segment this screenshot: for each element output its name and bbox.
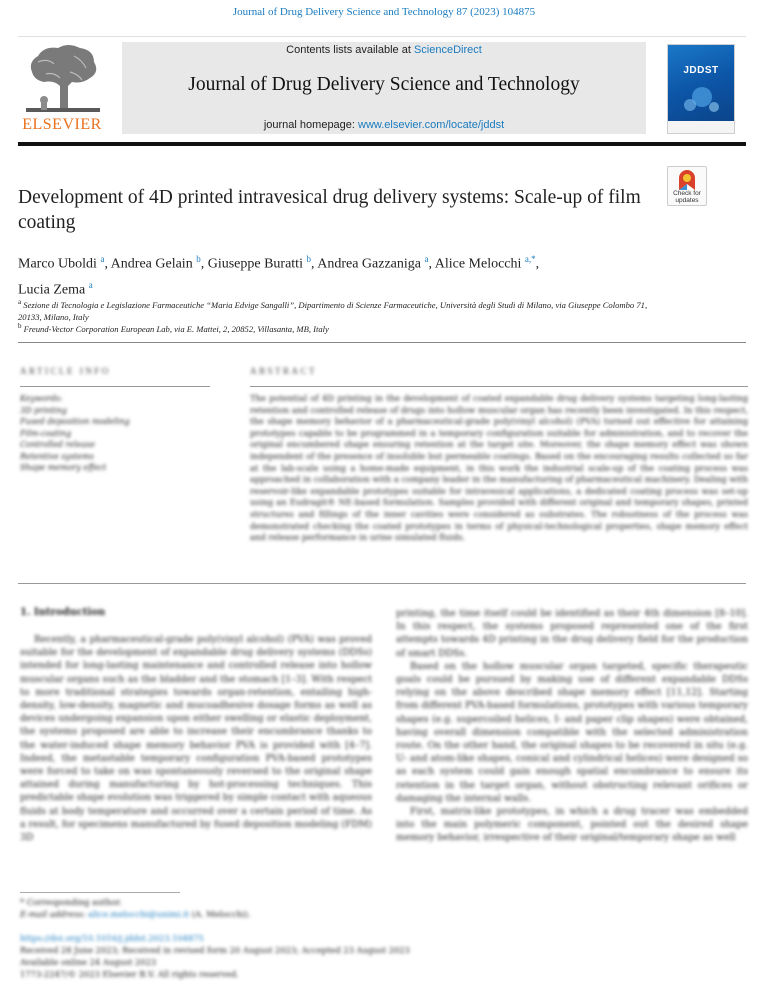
abstract-end-divider [18, 583, 746, 584]
author-affiliation-mark[interactable]: a [424, 254, 429, 264]
author-name[interactable]: Giuseppe Buratti [207, 256, 303, 272]
footnotes [20, 896, 440, 920]
section-heading-introduction: 1. Introduction [20, 607, 106, 618]
keyword: Fused deposition modeling [20, 417, 130, 426]
email-suffix: (A. Melocchi). [189, 909, 251, 919]
check-for-updates-badge[interactable] [667, 166, 707, 206]
affiliation-text: Sezione di Tecnologia e Legislazione Farmaceutiche “Maria Edvige Sangalli”, Dipartimento di Scienze Farmaceutiche, Università degli Studi di Milano, via Giuseppe Colombo 71, 20133, Milano, Italy [18, 299, 648, 322]
article-info-heading: ARTICLE INFO [20, 366, 111, 376]
author-affiliation-mark[interactable]: b [196, 254, 201, 264]
article-info-rule [20, 386, 210, 387]
body-column-right [396, 607, 748, 845]
homepage-prefix: journal homepage: [263, 119, 359, 131]
abstract-text: The potential of 4D printing in the development of coated expandable drug delivery systems targeting long-lasting retention and controlled release of drugs into hollow muscular organ has recently been investigated. In this respect, the shape memory behavior of a pharmaceutical-grade poly(vinyl alcohol) (PVA) turned out effective for attaining prototypes capable to be programmed in a temporary configuration suitable for administration, and to recover the original encumbered shape ensuring retention at the target site. Moreover, the shape memory effect was shown independent of the presence of insoluble but permeable coatings. Based on the encouraging results collected so far at the lab-scale using a home-made equipment, in this work the industrial scale-up of the coating process was approached in collaboration with a company leader in the manufacturing of pharmaceutical machinery. Dealing with reservoir-like expandable prototypes suitable for intravesical applications, a dedicated coating process was set-up using an Eudragit® NE-based formulation. Samples provided with different original and temporary shapes, printed structures and fillings of the inner cavities were considered as substrates. The robustness of the process was demonstrated checking the coated prototypes in terms of physical-technological properties, shape memory effect and release performance in urine simulated fluids. [250, 393, 748, 543]
publication-info [20, 932, 500, 980]
keyword: Shape memory effect [20, 463, 107, 472]
email-label: E-mail address: [20, 909, 89, 919]
body-paragraph: Based on the hollow muscular organ targeted, specific therapeutic goals could be pursued by making use of different expandable DDSs relying on the above described shape memory effect [11,12]. Starting from different PVA-based formulations, prototypes with various temporary shapes (e.g. supercoiled helices, I- and paper clip shapes) were obtained, having overall dimension compatible with the selected administration route. On the other hand, the original shapes to be recovered in situ (e.g. U- and atom-like shapes, conical and cylindrical helices) were designed so as each system could gain enough spatial encumbrance to ensure its retention in the target organ, without obstructing relevant orifices or damaging the internal walls. [396, 660, 748, 804]
body-paragraph: First, matrix-like prototypes, in which a drug tracer was embedded into the main polymeric component, pointed out the desired shape memory behavior, irrespective of their original/temporary shape as well [396, 806, 748, 844]
crossmark-icon [679, 170, 695, 190]
author-list: Marco Uboldi $^a$, Andrea Gelain $^b$, Giuseppe Buratti $^b$, Andrea Gazzaniga $^a$, Alice Melocchi $^{a,*}$, Lucia Zema $^a$ [18, 254, 540, 298]
header-divider [18, 36, 746, 37]
journal-cover-thumbnail[interactable] [667, 44, 735, 134]
keyword: Retentive systems [20, 451, 94, 461]
publisher-wordmark: ELSEVIER [22, 116, 102, 133]
doi-link[interactable]: https://doi.org/10.1016/j.jddst.2023.104875 [20, 933, 204, 943]
author-name[interactable]: Marco Uboldi [18, 256, 97, 272]
abstract-rule [250, 386, 748, 387]
journal-masthead [122, 42, 646, 134]
keyword: Film-coating [20, 428, 72, 438]
affiliation-mark: b [18, 322, 22, 330]
author-affiliation-mark[interactable]: a,* [524, 254, 536, 264]
received-dates: Received 28 June 2023; Received in revised form 20 August 2023; Accepted 23 August 2023 [20, 945, 410, 955]
author-affiliation-mark[interactable]: b [306, 254, 311, 264]
affiliation [18, 296, 668, 323]
affiliation-mark: a [18, 298, 22, 306]
journal-citation[interactable]: Journal of Drug Delivery Science and Technology 87 (2023) 104875 [232, 6, 536, 18]
affiliation-text: Freund-Vector Corporation European Lab, via E. Mattei, 2, 20852, Villasanta, MB, Italy [23, 323, 329, 334]
contents-line [122, 44, 646, 56]
cover-label: JDDST [683, 65, 719, 76]
keywords-block [20, 393, 210, 474]
article-title: Development of 4D printed intravesical drug delivery systems: Scale-up of film coating [18, 187, 641, 233]
body-paragraph: printing, the time itself could be identified as their 4th dimension [8–10]. In this respect, the systems proposed represented one of the first attempts towards 4D printing in the drug delivery field for the production of smart DDSs. [396, 608, 748, 659]
journal-homepage-link[interactable]: www.elsevier.com/locate/jddst [358, 119, 505, 131]
keyword: 3D printing [20, 405, 67, 415]
body-column-left [20, 633, 372, 844]
author-affiliation-mark[interactable]: a [88, 279, 93, 290]
email-link[interactable]: alice.melocchi@unimi.it [88, 909, 190, 919]
author-affiliation-mark[interactable]: a [100, 254, 105, 264]
check-for-updates-label: Check for updates [673, 190, 701, 204]
journal-title: Journal of Drug Delivery Science and Technology [188, 74, 580, 95]
sciencedirect-link[interactable]: ScienceDirect [413, 44, 482, 56]
footnote-rule [20, 892, 180, 893]
keyword: Controlled release [20, 440, 95, 449]
body-paragraph: Recently, a pharmaceutical-grade poly(vinyl alcohol) (PVA) was proved suitable for the development of expandable drug delivery systems (DDSs) intended for long-lasting maintenance and controlled release into hollow muscular organs such as the bladder and the stomach [1–3]. With respect to more traditional strategies towards organ-retention, entailing high-density, low-density, magnetic and mucoadhesive dosage forms as well as devices undergoing expansion upon either swelling or elastic deployment, the systems proposed are able to increase their encumbrance thanks to the water-induced shape memory behavior PVA is provided with [4–7]. Indeed, the metastable temporary configuration PVA-based prototypes were forced to take on was spontaneously reversed to the original shape attained during manufacturing by hot-processing techniques. This predictable shape evolution was triggered by simple contact with aqueous fluids at body temperature and occurred over a certain period of time. As a result, for specimens manufactured by fused deposition modeling (FDM) 3D [20, 634, 372, 844]
elsevier-tree-icon [24, 42, 102, 114]
section-divider [18, 342, 746, 343]
cover-footer [668, 121, 734, 133]
corresponding-author-note: * Corresponding author. [20, 897, 122, 907]
homepage-line [122, 119, 646, 131]
online-date: Available online 24 August 2023 [20, 957, 157, 967]
header-thick-rule [18, 142, 746, 146]
author-name[interactable]: Andrea Gazzaniga [317, 256, 421, 272]
elsevier-logo[interactable] [18, 42, 106, 134]
copyright: 1773-2247/© 2023 Elsevier B.V. All rights reserved. [20, 969, 239, 979]
author-name[interactable]: Andrea Gelain [110, 256, 193, 272]
abstract-heading: ABSTRACT [250, 366, 318, 376]
keywords-label: Keywords: [20, 394, 63, 403]
contents-prefix: Contents lists available at [286, 44, 414, 56]
cover-art-icon [676, 79, 726, 117]
email-line [20, 908, 440, 920]
author-name[interactable]: Lucia Zema [18, 282, 86, 298]
author-name[interactable]: Alice Melocchi [434, 256, 522, 272]
affiliation [18, 320, 668, 335]
